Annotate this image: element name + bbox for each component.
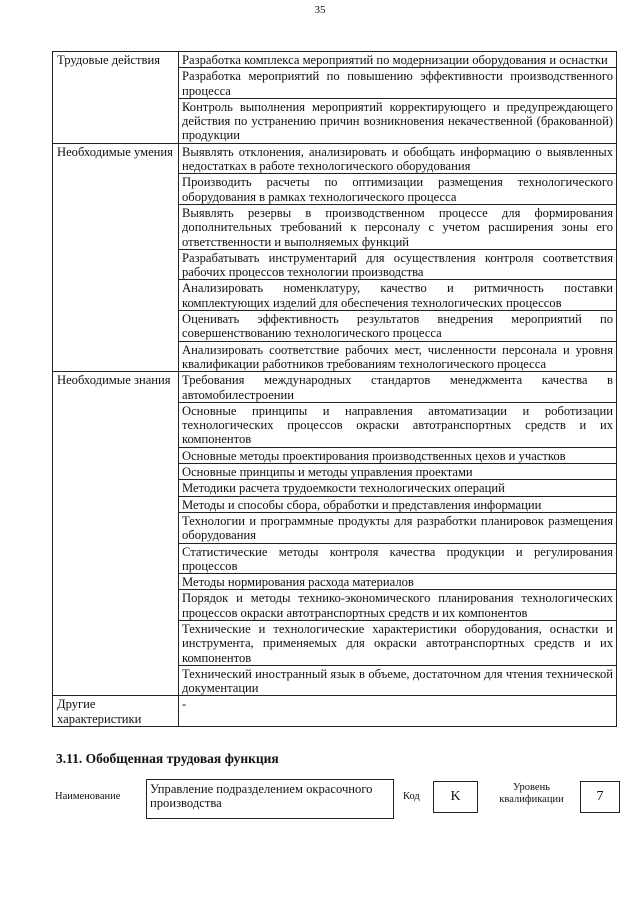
qualification-level-label: Уровень квалификации <box>499 782 564 805</box>
table-cell: Производить расчеты по оптимизации размещения технологического оборудования в рамках технологического процесса <box>179 174 617 205</box>
table-cell: Разработка комплекса мероприятий по модернизации оборудования и оснастки <box>179 52 617 68</box>
table-cell: Методы и способы сбора, обработки и представления информации <box>179 496 617 512</box>
generalized-function-header <box>55 776 620 826</box>
row-label-required-knowledge: Необходимые знания <box>53 372 179 696</box>
table-cell: Основные принципы и методы управления проектами <box>179 464 617 480</box>
table-row <box>53 52 617 68</box>
section-heading: 3.11. Обобщенная трудовая функция <box>56 751 279 766</box>
table-cell: Выявлять отклонения, анализировать и обобщать информацию о выявленных недостатках в работе технологического оборудования <box>179 143 617 174</box>
table-cell: Основные принципы и направления автоматизации и роботизации технологических процессов окраски автотранспортных средств и их компонентов <box>179 402 617 447</box>
table-row <box>53 696 617 727</box>
code-label: Код <box>403 791 420 802</box>
table-cell: Анализировать соответствие рабочих мест, численности персонала и уровня квалификации работников требованиям технологического процесса <box>179 341 617 372</box>
table-cell: Технологии и программные продукты для разработки планировок размещения оборудования <box>179 512 617 543</box>
labor-functions-table <box>52 51 617 727</box>
page-number: 35 <box>314 4 326 16</box>
qualification-level-box: 7 <box>580 781 620 813</box>
table-cell: Анализировать номенклатуру, качество и ритмичность поставки комплектующих изделий для обеспечения технологических процессов <box>179 280 617 311</box>
table-cell: Технические и технологические характеристики оборудования, оснастки и инструмента, применяемых для окраски автотранспортных средств и их компонентов <box>179 620 617 665</box>
table-cell: Контроль выполнения мероприятий корректирующего и предупреждающего действия по устранению причин возникновения некачественной (бракованной) продукции <box>179 98 617 143</box>
table-row <box>53 372 617 403</box>
row-label-other-characteristics: Другие характеристики <box>53 696 179 727</box>
table-cell: Порядок и методы технико-экономического планирования технологических процессов окраски автотранспортных средств и их компонентов <box>179 590 617 621</box>
table-cell: - <box>179 696 617 727</box>
function-code-box: K <box>433 781 478 813</box>
table-cell: Разрабатывать инструментарий для осуществления контроля соответствия рабочих процессов технологии производства <box>179 249 617 280</box>
table-cell: Технический иностранный язык в объеме, достаточном для чтения технической документации <box>179 665 617 696</box>
table-row <box>53 143 617 174</box>
table-cell: Методики расчета трудоемкости технологических операций <box>179 480 617 496</box>
table-cell: Статистические методы контроля качества продукции и регулирования процессов <box>179 543 617 574</box>
row-label-required-skills: Необходимые умения <box>53 143 179 371</box>
table-cell: Методы нормирования расхода материалов <box>179 574 617 590</box>
table-cell: Требования международных стандартов менеджмента качества в автомобилестроении <box>179 372 617 403</box>
name-label: Наименование <box>55 791 121 802</box>
function-name-box: Управление подразделением окрасочного производства <box>146 779 394 819</box>
table-cell: Оценивать эффективность результатов внедрения мероприятий по совершенствованию технологического процесса <box>179 311 617 342</box>
table-cell: Выявлять резервы в производственном процессе для формирования дополнительных требований к персоналу с учетом расширения зоны его ответственности и выполняемых функций <box>179 204 617 249</box>
table-cell: Основные методы проектирования производственных цехов и участков <box>179 447 617 463</box>
table-cell: Разработка мероприятий по повышению эффективности производственного процесса <box>179 68 617 99</box>
row-label-labor-actions: Трудовые действия <box>53 52 179 144</box>
